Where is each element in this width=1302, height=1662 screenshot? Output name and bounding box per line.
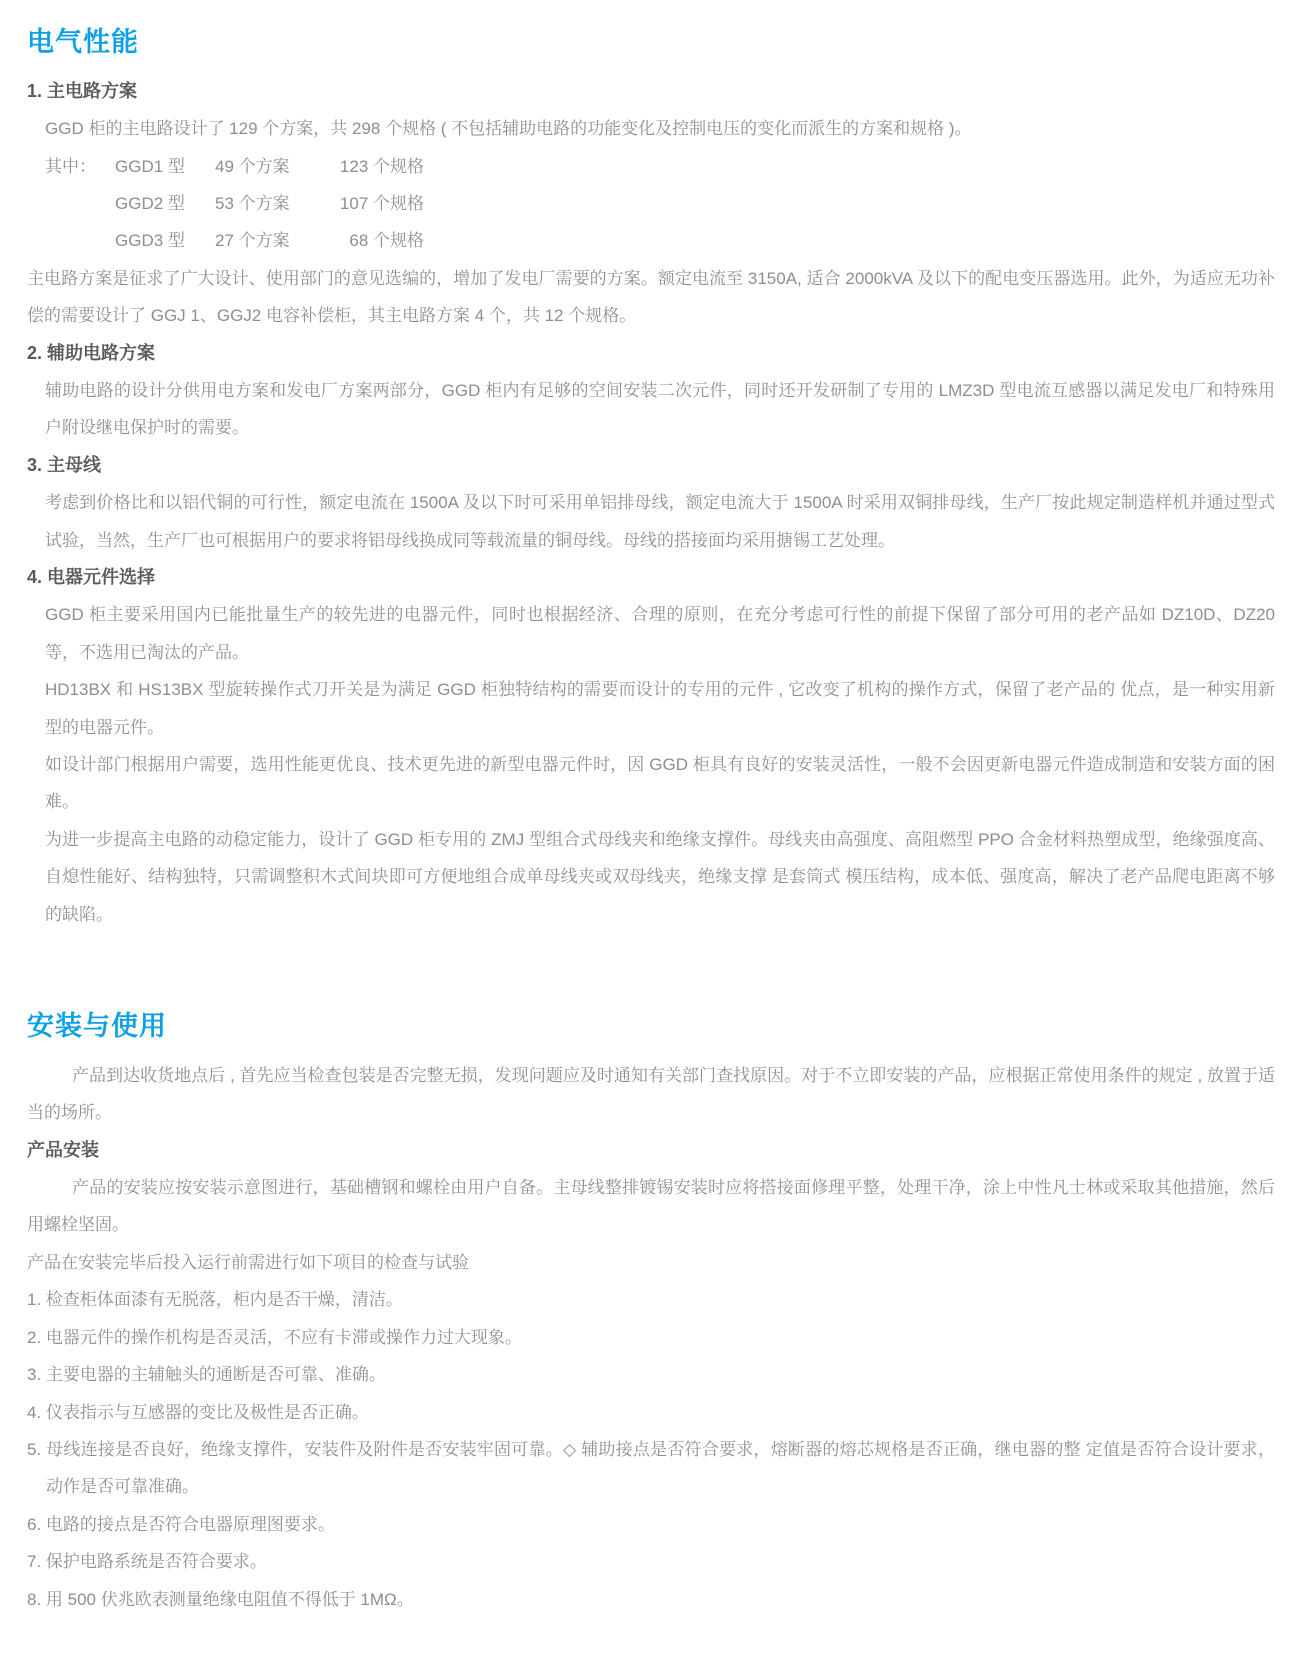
spec-count: 123 个规格 xyxy=(339,156,424,176)
checklist-item-6: 6. 电路的接点是否符合电器原理图要求。 xyxy=(27,1514,335,1534)
paragraph-components-3: 如设计部门根据用户需要，选用性能更优良、技术更先进的新型电器元件时，因 GGD 柜具有良好的安装灵活性，一般不会因更新电器元件造成制造和安装方面的困难。 xyxy=(45,755,1275,812)
checklist-item-4: 4. 仪表指示与互感器的变比及极性是否正确。 xyxy=(27,1402,369,1422)
checklist-item-2: 2. 电器元件的操作机构是否灵活，不应有卡滞或操作力过大现象。 xyxy=(27,1327,522,1347)
section-title-installation: 安装与使用 xyxy=(27,1011,167,1042)
scheme-count: 27 个方案 xyxy=(215,231,290,251)
paragraph-busbar: 考虑到价格比和以铝代铜的可行性，额定电流在 1500A 及以下时可采用单铝排母线，额定电流大于 1500A 时采用双铜排母线，生产厂按此规定制造样机并通过型式试验，当然，生产厂也可根据用户的要求将铝母线换成同等载流量的铜母线。母线的搭接面均采用搪锡工艺处理。 xyxy=(45,493,1275,550)
scheme-count: 53 个方案 xyxy=(215,193,290,213)
model-spec-table xyxy=(27,148,1275,260)
paragraph-components-4: 为进一步提高主电路的动稳定能力，设计了 GGD 柜专用的 ZMJ 型组合式母线夹和绝缘支撑件。母线夹由高强度、高阻燃型 PPO 合金材料热塑成型，绝缘强度高、自熄性能好、结构独特，只需调整积木式间块即可方便地组合成单母线夹或双母线夹，绝缘支撑 是套筒式 模压结构，成本低、强度高，解决了老产品爬电距离不够的缺陷。 xyxy=(45,829,1275,924)
table-row xyxy=(45,185,1275,222)
spec-count: 107 个规格 xyxy=(339,193,424,213)
row-prefix: 其中： xyxy=(45,156,96,176)
subsection-title-aux-circuit: 2. 辅助电路方案 xyxy=(27,342,156,363)
paragraph-components-1: GGD 柜主要采用国内已能批量生产的较先进的电器元件，同时也根据经济、合理的原则，在充分考虑可行性的前提下保留了部分可用的老产品如 DZ10D、DZ20 等，不选用已淘汰的产品。 xyxy=(45,605,1275,662)
row-prefix xyxy=(45,185,115,222)
section-electrical-performance xyxy=(27,26,1275,933)
checklist-item-3: 3. 主要电器的主辅触头的通断是否可靠、准确。 xyxy=(27,1365,386,1385)
paragraph-installation-intro: 产品到达收货地点后 , 首先应当检查包装是否完整无损，发现问题应及时通知有关部门查找原因。对于不立即安装的产品，应根据正常使用条件的规定 , 放置于适当的场所。 xyxy=(27,1065,1275,1123)
model-name: GGD3 型 xyxy=(115,231,185,251)
paragraph-product-install: 产品的安装应按安装示意图进行，基础槽钢和螺栓由用户自备。主母线整排镀锡安装时应将搭接面修理平整，处理干净，涂上中性凡士林或采取其他措施，然后用螺栓坚固。 xyxy=(27,1178,1275,1235)
subsection-title-main-circuit: 1. 主电路方案 xyxy=(27,80,138,101)
subsection-title-busbar: 3. 主母线 xyxy=(27,454,102,475)
row-prefix xyxy=(45,222,115,259)
scheme-count: 49 个方案 xyxy=(215,156,290,176)
subsection-title-product-install: 产品安装 xyxy=(27,1139,99,1160)
checklist-item-8: 8. 用 500 伏兆欧表测量绝缘电阻值不得低于 1MΩ。 xyxy=(27,1589,414,1609)
section-installation-use xyxy=(27,1010,1275,1618)
paragraph-main-circuit-intro: GGD 柜的主电路设计了 129 个方案，共 298 个规格 ( 不包括辅助电路的功能变化及控制电压的变化而派生的方案和规格 )。 xyxy=(45,119,972,139)
table-row xyxy=(45,222,1275,259)
checklist-item-1: 1. 检查柜体面漆有无脱落，柜内是否干燥，清洁。 xyxy=(27,1290,403,1310)
section-title-electrical: 电气性能 xyxy=(27,27,139,57)
checklist-item-5: 5. 母线连接是否良好，绝缘支撑件，安装件及附件是否安装牢固可靠。◇ 辅助接点是否符合要求，熔断器的熔芯规格是否正确，继电器的整 定值是否符合设计要求，动作是否可靠准确。 xyxy=(27,1439,1275,1497)
spec-count: 68 个规格 xyxy=(349,231,424,251)
paragraph-aux-circuit: 辅助电路的设计分供用电方案和发电厂方案两部分，GGD 柜内有足够的空间安装二次元件，同时还开发研制了专用的 LMZ3D 型电流互感器以满足发电厂和特殊用户附设继电保护时的需要。 xyxy=(45,381,1275,438)
paragraph-check-intro: 产品在安装完毕后投入运行前需进行如下项目的检查与试验 xyxy=(27,1252,469,1272)
table-row xyxy=(45,148,1275,185)
checklist-item-7: 7. 保护电路系统是否符合要求。 xyxy=(27,1552,267,1572)
model-name: GGD2 型 xyxy=(115,193,185,213)
paragraph-main-circuit-note: 主电路方案是征求了广大设计、使用部门的意见选编的，增加了发电厂需要的方案。额定电流至 3150A, 适合 2000kVA 及以下的配电变压器选用。此外，为适应无功补偿的需要设计了 GGJ 1、GGJ2 电容补偿柜，其主电路方案 4 个，共 12 个规格。 xyxy=(27,268,1275,326)
subsection-title-components: 4. 电器元件选择 xyxy=(27,567,156,588)
model-name: GGD1 型 xyxy=(115,156,185,176)
paragraph-components-2: HD13BX 和 HS13BX 型旋转操作式刀开关是为满足 GGD 柜独特结构的需要而设计的专用的元件 , 它改变了机构的操作方式，保留了老产品的 优点，是一种实用新型的电器元件。 xyxy=(45,680,1275,737)
